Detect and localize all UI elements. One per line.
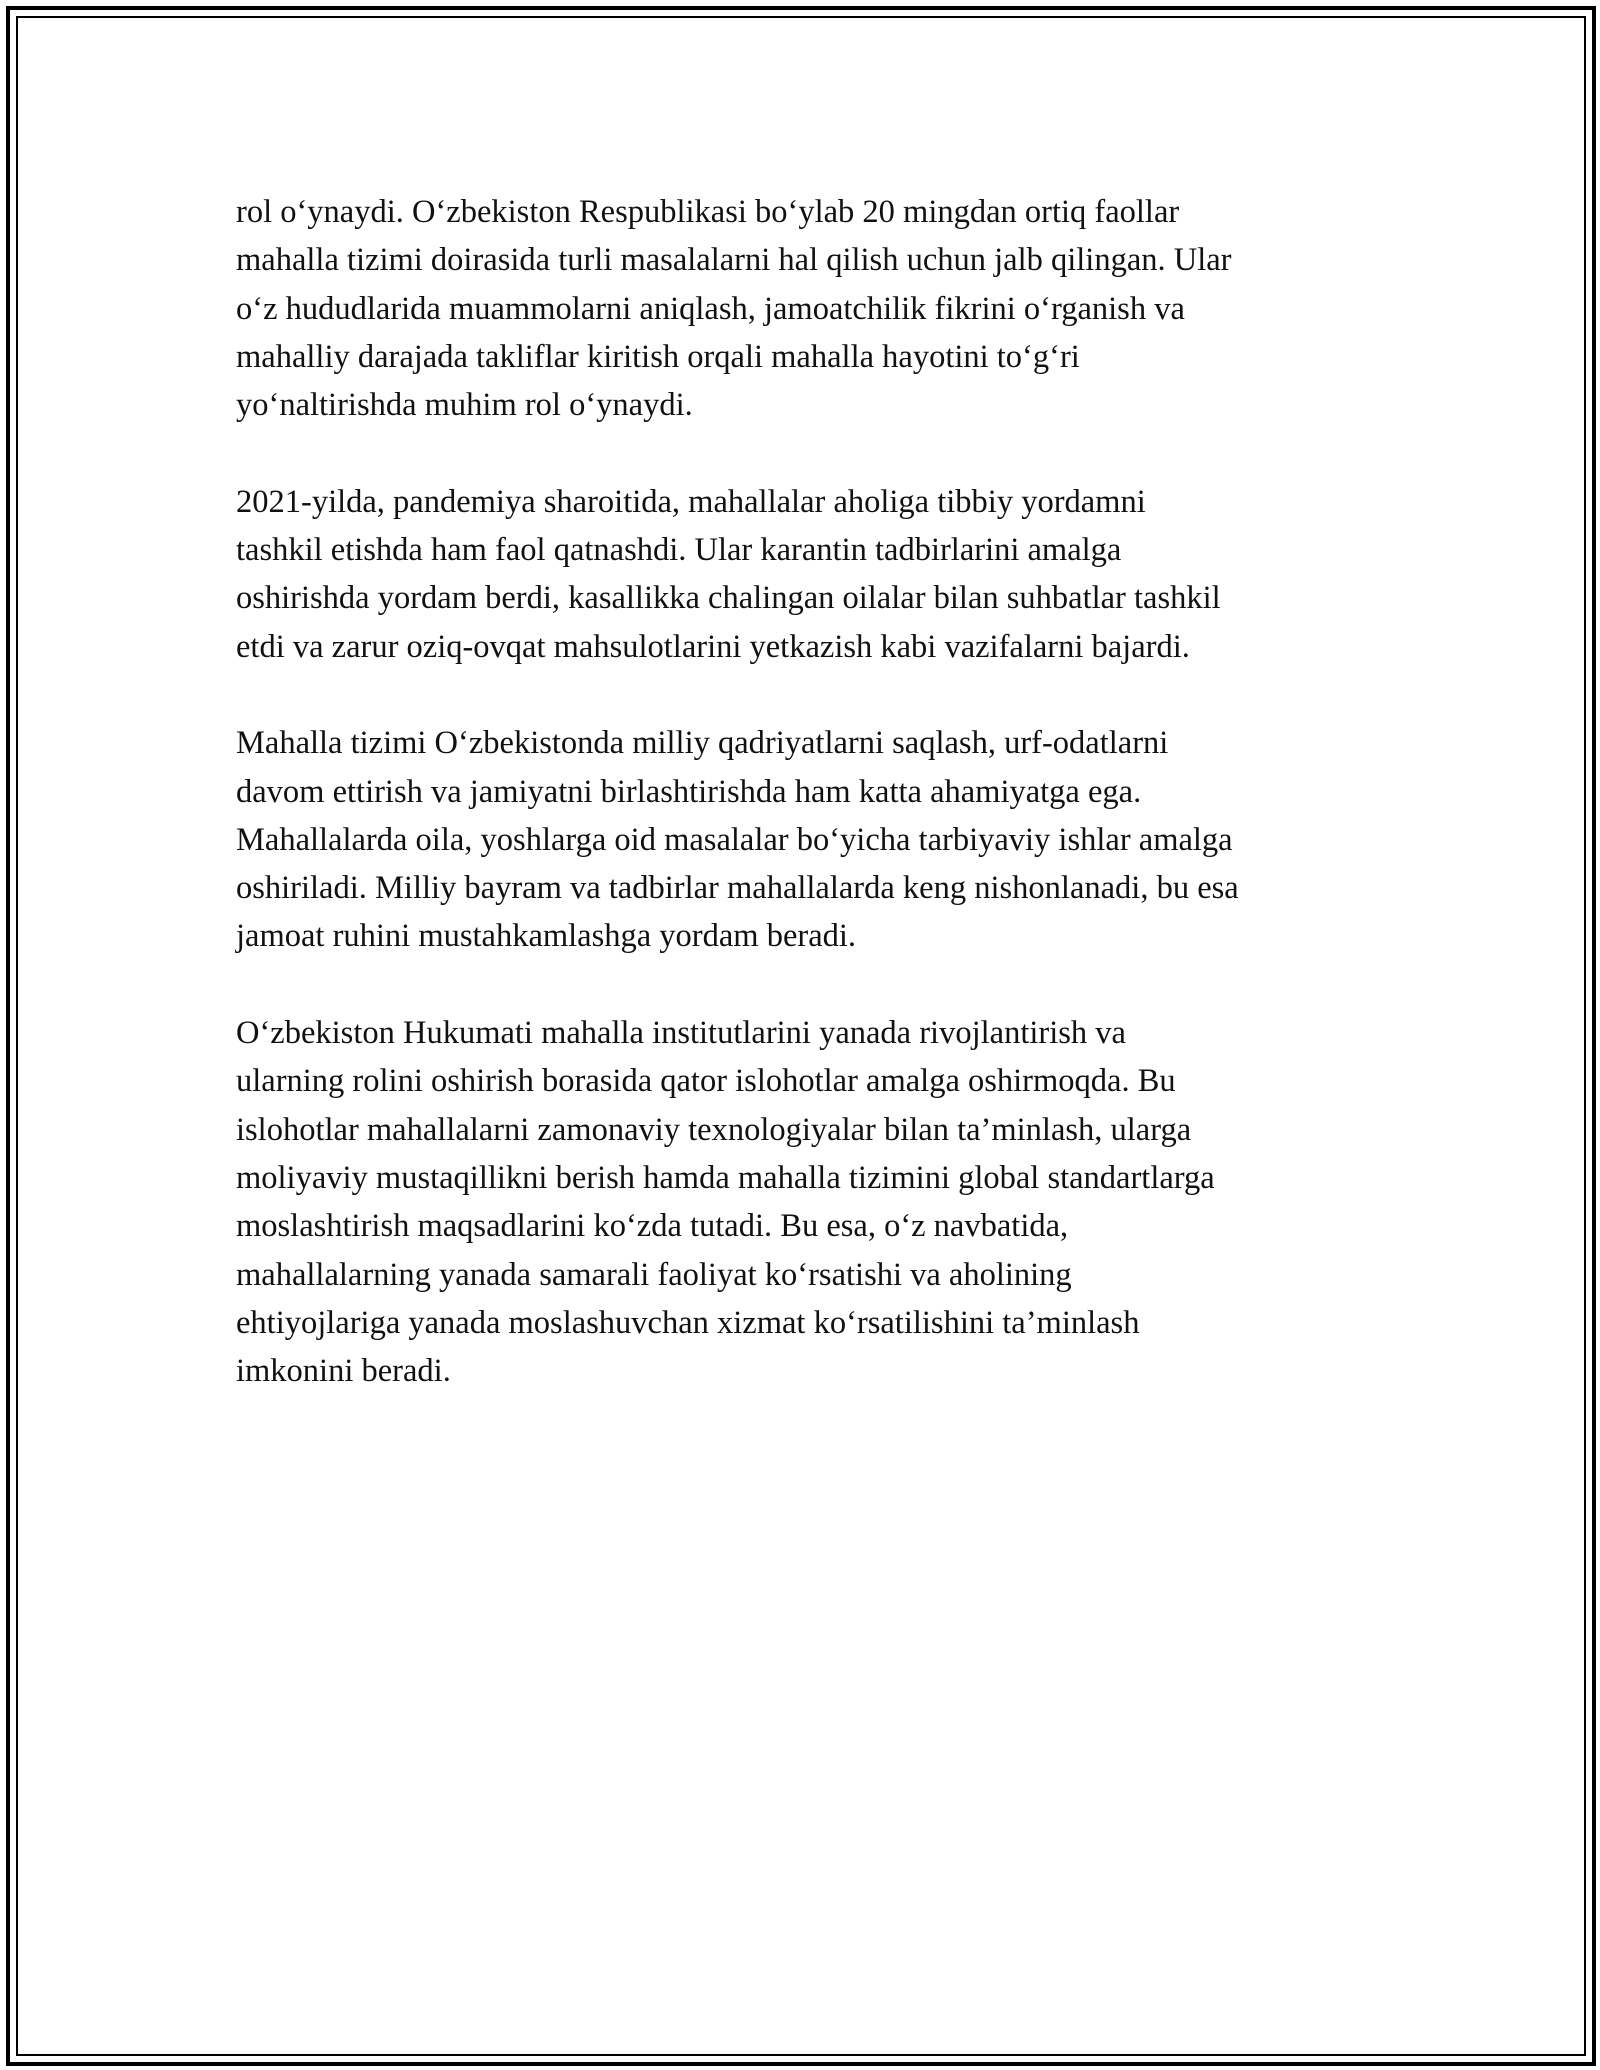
text-line: mahallalarning yanada samarali faoliyat ko‘rsatishi va aholining	[236, 1256, 1072, 1293]
text-line: moliyaviy mustaqillikni berish hamda mahalla tizimini global standartlarga	[236, 1159, 1215, 1196]
text-line: yo‘naltirishda muhim rol o‘ynaydi.	[236, 387, 693, 424]
paragraph-2	[236, 478, 1376, 671]
text-line: imkonini beradi.	[236, 1353, 451, 1390]
text-line: mahalliy darajada takliflar kiritish orqali mahalla hayotini to‘g‘ri	[236, 338, 1080, 375]
text-line: mahalla tizimi doirasida turli masalalarni hal qilish uchun jalb qilingan. Ular	[236, 242, 1232, 279]
text-line: davom ettirish va jamiyatni birlashtirishda ham katta ahamiyatga ega.	[236, 773, 1142, 810]
text-line: etdi va zarur oziq-ovqat mahsulotlarini yetkazish kabi vazifalarni bajardi.	[236, 628, 1190, 665]
text-line: oshirishda yordam berdi, kasallikka chalingan oilalar bilan suhbatlar tashkil	[236, 580, 1221, 617]
text-line: O‘zbekiston Hukumati mahalla institutlarini yanada rivojlantirish va	[236, 1015, 1126, 1052]
text-line: tashkil etishda ham faol qatnashdi. Ular karantin tadbirlarini amalga	[236, 532, 1122, 569]
text-line: moslashtirish maqsadlarini ko‘zda tutadi. Bu esa, o‘z navbatida,	[236, 1208, 1069, 1245]
text-line: rol o‘ynaydi. O‘zbekiston Respublikasi bo‘ylab 20 mingdan ortiq faollar	[236, 194, 1180, 230]
paragraph-1	[236, 188, 1376, 429]
text-line: islohotlar mahallalarni zamonaviy texnologiyalar bilan ta’minlash, ularga	[236, 1111, 1192, 1148]
text-line: Mahalla tizimi O‘zbekistonda milliy qadriyatlarni saqlash, urf-odatlarni	[236, 725, 1169, 762]
text-line: 2021-yilda, pandemiya sharoitida, mahallalar aholiga tibbiy yordamni	[236, 483, 1146, 520]
document-body	[236, 188, 1376, 1444]
paragraph-4	[236, 1009, 1376, 1395]
text-line: o‘z hududlarida muammolarni aniqlash, jamoatchilik fikrini o‘rganish va	[236, 290, 1185, 327]
text-line: ehtiyojlariga yanada moslashuvchan xizmat ko‘rsatilishini ta’minlash	[236, 1304, 1140, 1341]
text-line: ularning rolini oshirish borasida qator islohotlar amalga oshirmoqda. Bu	[236, 1063, 1176, 1100]
text-line: jamoat ruhini mustahkamlashga yordam beradi.	[236, 918, 857, 955]
text-line: Mahallalarda oila, yoshlarga oid masalalar bo‘yicha tarbiyaviy ishlar amalga	[236, 821, 1233, 858]
text-line: oshiriladi. Milliy bayram va tadbirlar mahallalarda keng nishonlanadi, bu esa	[236, 870, 1239, 907]
paragraph-3	[236, 719, 1376, 960]
